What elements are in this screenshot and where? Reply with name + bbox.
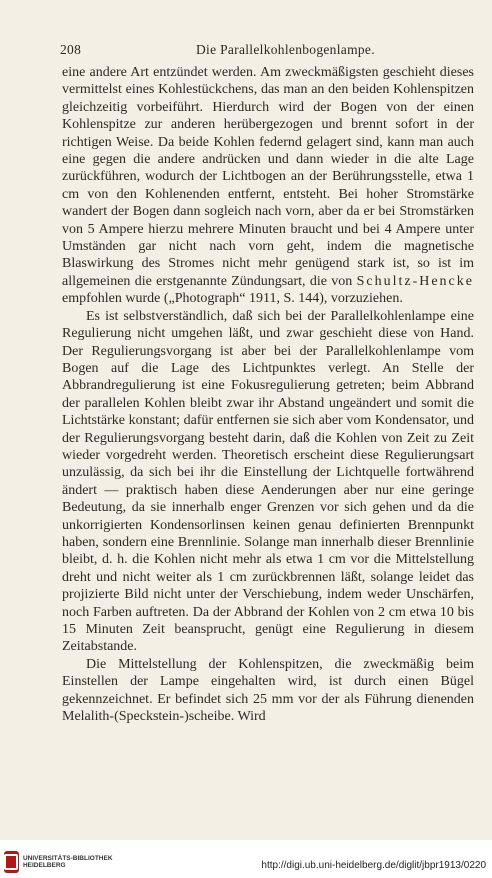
- source-url-link[interactable]: http://digi.ub.uni-heidelberg.de/diglit/jbpr1913/0220: [261, 860, 486, 871]
- paragraph-1-text: eine andere Art entzündet werden. Am zweckmäßigsten geschieht dieses vermittelst eines Kohlestückchens, das man an den beiden Kohlenspitzen gleichzeitig vorbeiführt. Hierdurch wird der Bogen von der einen Kohlenspitze zur anderen herübergezogen und brennt sofort in der richtigen Weise. Da beide Kohlen federnd gelagert sind, kann man auch eine gegen die andere andrücken und dann wieder in die alte Lage zurückführen, wodurch der Lichtbogen an der Berührungsstelle, etwa 1 cm von den Kohlenenden entfernt, entsteht. Bei hoher Stromstärke wandert der Bogen dann sogleich nach vorn, aber da er bei Stromstärken von 5 Ampere hierzu mehrere Minuten braucht und bei 4 Ampere unter Umständen gar nicht nach vorn geht, indem die magnetische Blaswirkung des Stromes nicht mehr genügend stark ist, so ist im allgemeinen die erstgenannte Zündungsart, die von: [62, 65, 474, 289]
- library-seal-icon: [4, 851, 19, 873]
- running-title: Die Parallelkohlenbogenlampe.: [196, 42, 375, 57]
- author-name: Schultz-Hencke: [356, 273, 474, 289]
- body-text: [62, 64, 474, 725]
- paragraph-1-end: empfohlen wurde („Photograph“ 1911, S. 144), vorzuziehen.: [62, 291, 403, 307]
- footer-bar: [0, 840, 492, 878]
- paragraph-2: Es ist selbstverständlich, daß sich bei der Parallelkohlenlampe eine Regulierung nicht umgehen läßt, und zwar geschieht diese von Hand. Der Regulierungsvorgang ist aber bei der Parallelkohlenlampe vom Bogen auf die Lage des Lichtpunktes verlegt. An Stelle der Abbrandregulierung ist eine Fokusregulierung getreten; beim Abbrand der parallelen Kohlen bleibt zwar ihr Abstand ungeändert und somit die Lichtstärke konstant; dafür entfernen sie sich aber vom Kondensator, und der Regulierungsvorgang besteht darin, daß die Kohlen von Zeit zu Zeit wieder vorgedreht werden. Theoretisch erscheint diese Regulierungsart unzulässig, da sich bei ihr die Einstellung der Lichtquelle fortwährend ändert — praktisch haben diese Aenderungen aber nur eine geringe Bedeutung, da sie innerhalb enger Grenzen vor sich gehen und da die unkorrigierten Kondensorlinsen keinen genau definierten Brennpunkt haben, sondern eine Brennlinie. Solange man innerhalb dieser Brennlinie bleibt, d. h. die Kohlen nicht mehr als etwa 1 cm vor die Mittelstellung dreht und nicht weiter als 1 cm zurückbrennen läßt, solange leidet das projizierte Bild nicht unter der Verschiebung, indem weder Unschärfen, noch Farben auftreten. Da der Abbrand der Kohlen von 2 cm etwa 10 bis 15 Minuten Zeit beansprucht, genügt eine Regulierung in diesem Zeitabstande.: [62, 308, 474, 655]
- paragraph-1: [62, 64, 474, 308]
- library-logo-text: UNIVERSITÄTS-BIBLIOTHEK HEIDELBERG: [22, 854, 113, 869]
- page-number: 208: [60, 42, 82, 57]
- library-logo: [4, 848, 114, 876]
- paragraph-3: Die Mittelstellung der Kohlenspitzen, die zweckmäßig beim Einstellen der Lampe eingehalten wird, ist durch einen Bügel gekennzeichnet. Er befindet sich 25 mm vor der als Führung dienenden Melalith-(Speckstein-)scheibe. Wird: [62, 656, 474, 725]
- page-header: [60, 42, 440, 60]
